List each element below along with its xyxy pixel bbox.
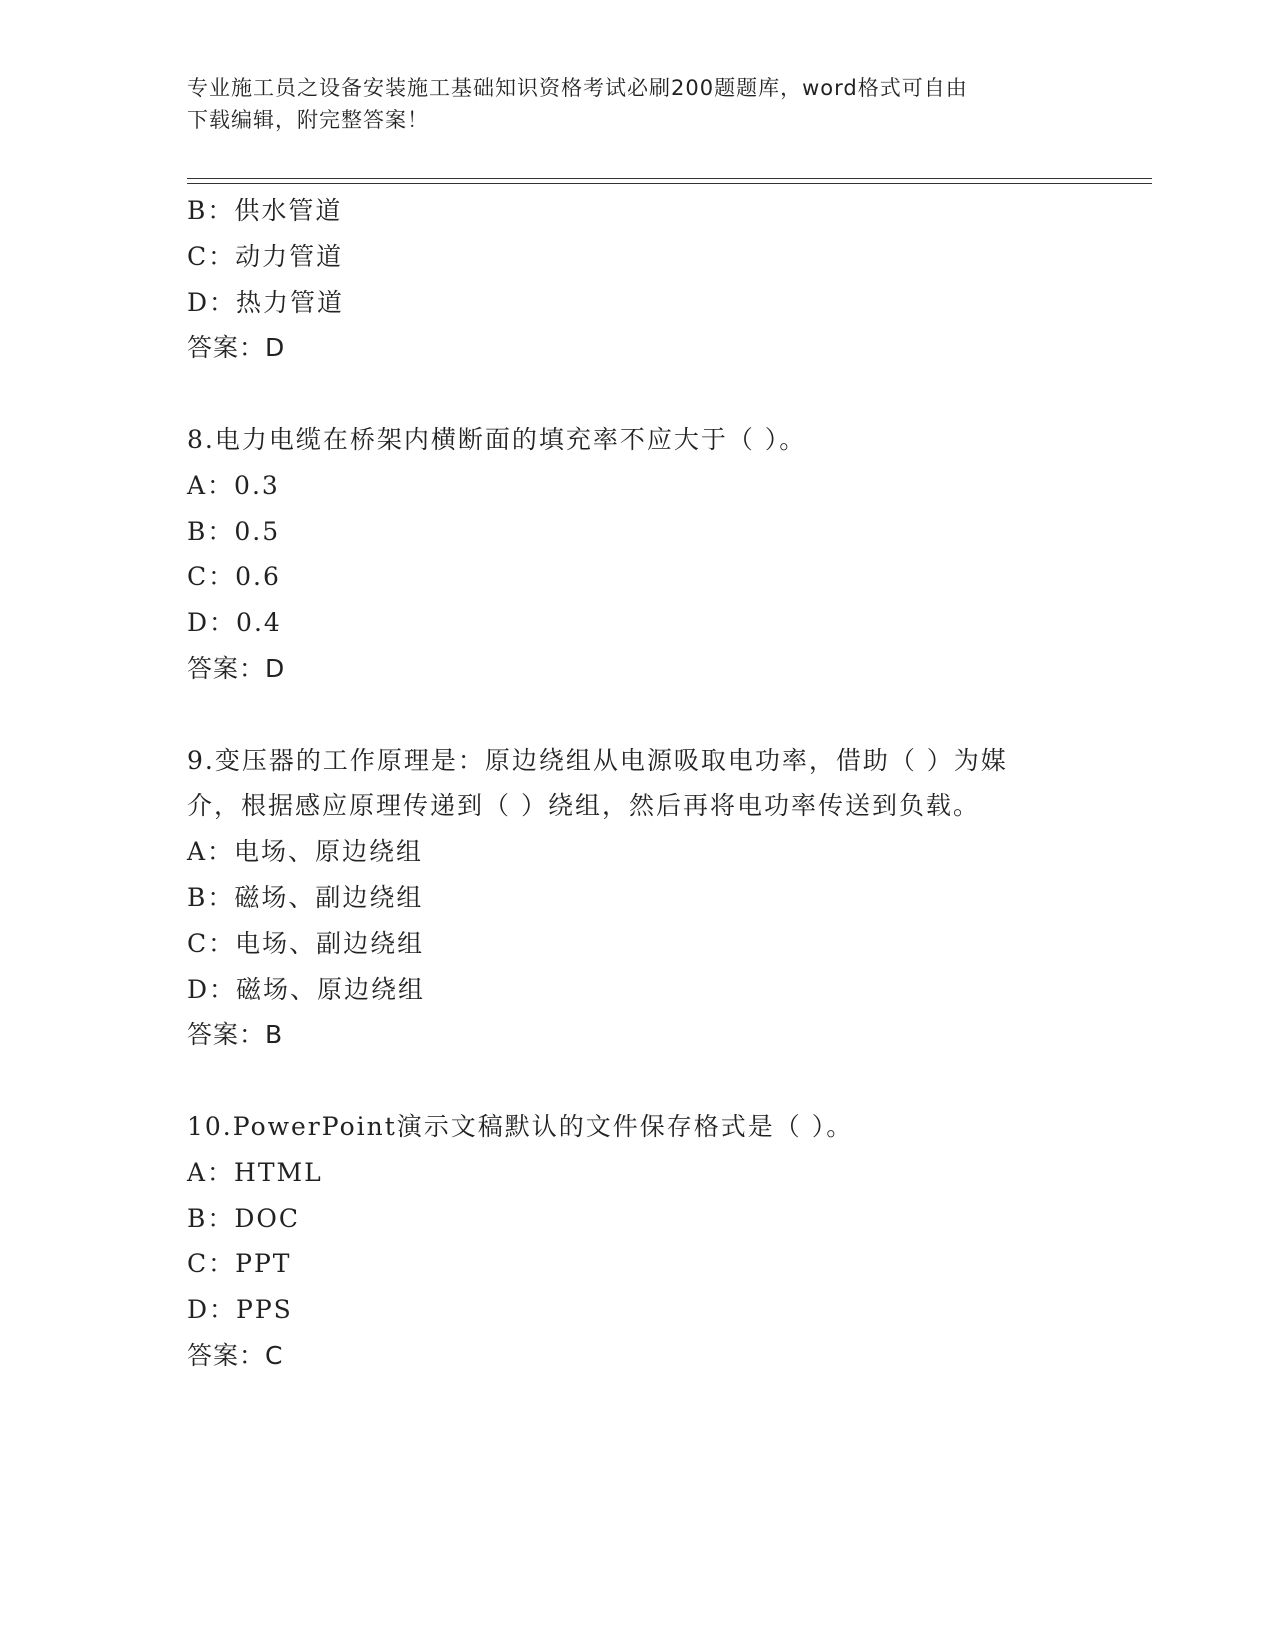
- question-8: [187, 417, 1087, 692]
- q7-option-b: B：供水管道: [187, 196, 343, 225]
- q9-option-c: C：电场、副边绕组: [187, 928, 425, 958]
- q10-stem: 10.PowerPoint演示文稿默认的文件保存格式是（ ）。: [187, 1111, 854, 1141]
- q10-option-c: C：PPT: [187, 1249, 292, 1279]
- q8-option-b: B：0.5: [187, 516, 281, 546]
- q10-option-d: D：PPS: [187, 1295, 293, 1325]
- spacer: [187, 692, 1087, 738]
- question-10: [187, 1104, 1087, 1379]
- spacer: [187, 1058, 1087, 1104]
- page-header: [187, 72, 1067, 136]
- header-title-line-2: 下载编辑，附完整答案！: [187, 108, 429, 132]
- header-divider-top: [187, 178, 1152, 179]
- q9-stem-line-2: 介，根据感应原理传递到（ ）绕组，然后再将电功率传送到负载。: [187, 791, 980, 821]
- question-7-tail: [187, 188, 1087, 371]
- q9-stem-line-1: 9.变压器的工作原理是：原边绕组从电源吸取电功率，借助（ ）为媒: [187, 745, 1008, 775]
- q8-answer: 答案：D: [187, 653, 286, 683]
- spacer: [187, 371, 1087, 417]
- q9-option-a: A：电场、原边绕组: [187, 837, 424, 867]
- questions-content: [187, 188, 1087, 1379]
- q9-option-d: D：磁场、原边绕组: [187, 974, 426, 1004]
- q8-option-c: C：0.6: [187, 562, 281, 592]
- q8-option-a: A：0.3: [187, 470, 280, 500]
- q7-answer: 答案：D: [187, 333, 286, 363]
- q8-stem: 8.电力电缆在桥架内横断面的填充率不应大于（ ）。: [187, 424, 807, 454]
- q10-option-b: B：DOC: [187, 1203, 301, 1233]
- q7-option-c: C：动力管道: [187, 241, 344, 271]
- header-title-line-1: 专业施工员之设备安装施工基础知识资格考试必刷200题题库，word格式可自由: [187, 76, 968, 100]
- q9-option-b: B：磁场、副边绕组: [187, 882, 424, 912]
- q10-option-a: A：HTML: [187, 1157, 323, 1187]
- q8-option-d: D：0.4: [187, 608, 282, 638]
- q7-option-d: D：热力管道: [187, 287, 345, 317]
- header-divider-bottom: [187, 183, 1152, 184]
- q9-answer: 答案：B: [187, 1020, 284, 1050]
- q10-answer: 答案：C: [187, 1340, 284, 1370]
- question-9: [187, 738, 1087, 1059]
